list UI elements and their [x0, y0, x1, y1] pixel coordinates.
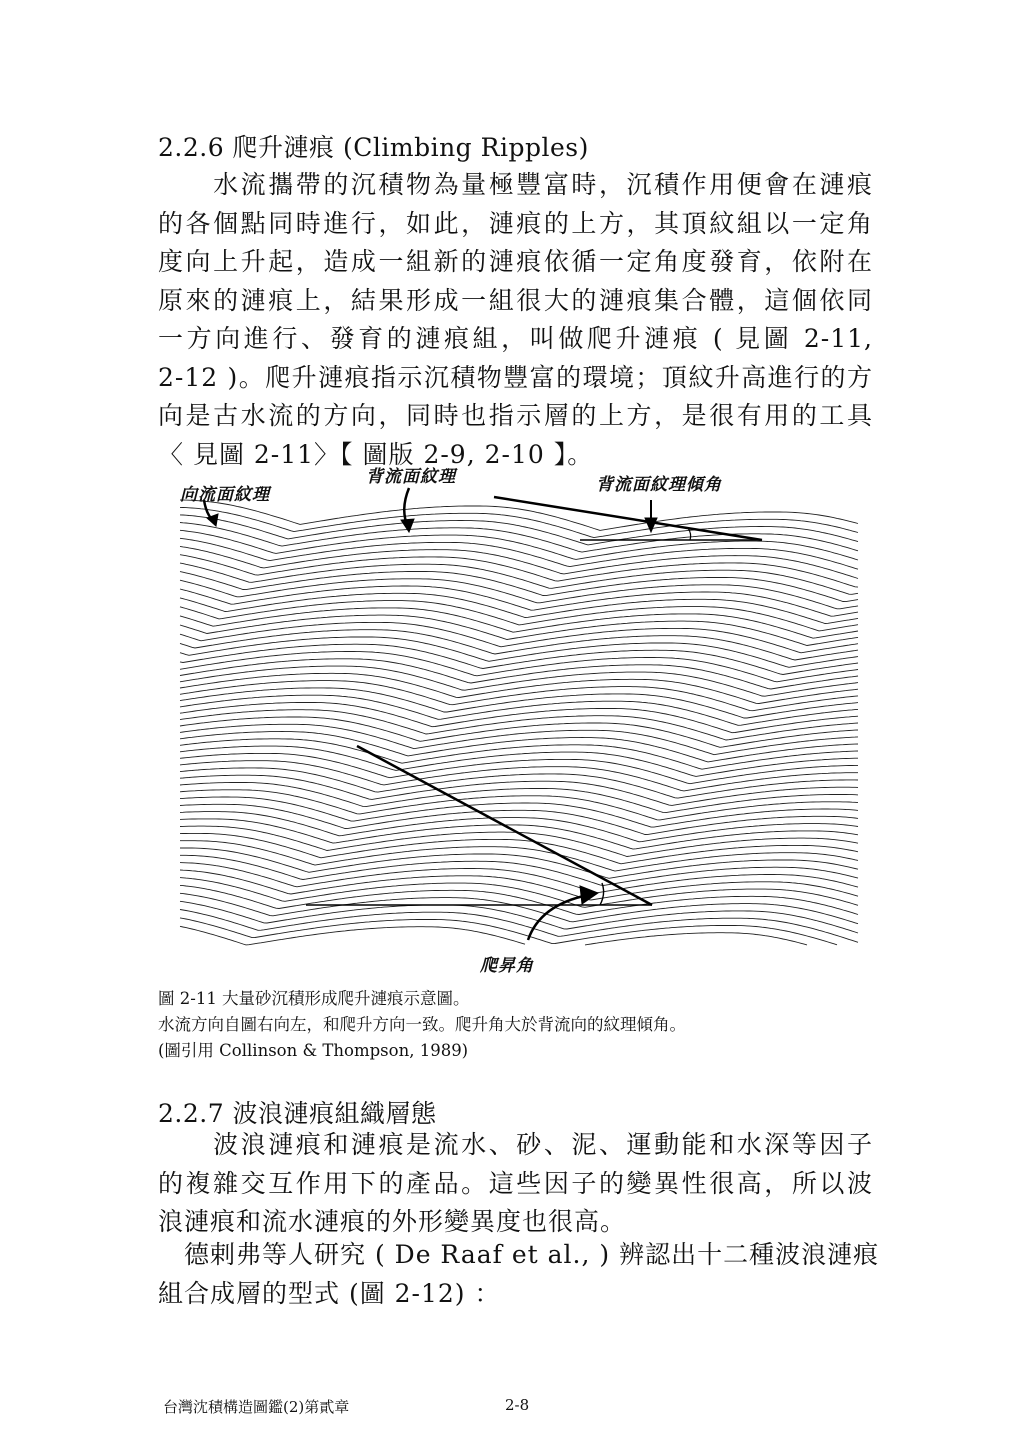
lamina-line	[180, 615, 858, 645]
paragraph-line: 浪漣痕和流水漣痕的外形變異度也很高。	[158, 1207, 627, 1236]
paragraph-line: 波浪漣痕和漣痕是流水、砂、泥、運動能和水深等因子	[158, 1130, 873, 1159]
caption-description: 水流方向自圖右向左，和爬升方向一致。爬升角大於背流向的紋理傾角。	[158, 1015, 686, 1034]
footer-book-title: 台灣沈積構造圖鑑(2)第貳章	[163, 1398, 350, 1416]
paragraph-line: 德剌弗等人研究 ( De Raaf et al., ) 辨認出十二種波浪漣痕	[158, 1240, 880, 1269]
lamina-line	[180, 593, 858, 623]
lamina-line	[180, 918, 837, 945]
section-heading-wave-ripples: 2.2.7 波浪漣痕組織層態	[158, 1099, 437, 1128]
lee-dip-angle-label: 背流面紋理傾角	[596, 475, 722, 495]
lamina-line	[180, 563, 858, 594]
lamina-line	[180, 826, 858, 856]
lamina-line	[180, 732, 858, 762]
ripple-laminae	[180, 500, 858, 945]
paragraph-line: 組合成層的型式 (圖 2-12) ：	[158, 1278, 501, 1308]
paragraph-line: 向是古水流的方向，同時也指示層的上方，是很有用的工具	[158, 401, 873, 430]
paragraph-line: 的複雜交互作用下的產品。這些因子的變異性很高，所以波	[158, 1168, 873, 1198]
lamina-line	[180, 783, 858, 813]
stoss-lamination-label: 向流面紋理	[180, 485, 270, 505]
lamina-line	[180, 717, 858, 747]
paragraph-wave-ripples-2	[158, 1236, 880, 1313]
paragraph-line: 〈 見圖 2-11〉【 圖版 2-9, 2-10 】。	[158, 439, 594, 469]
lamina-line	[180, 790, 858, 820]
caption-source: (圖引用 Collinson & Thompson, 1989)	[158, 1041, 469, 1060]
caption-title: 圖 2-11 大量砂沉積形成爬升漣痕示意圖。	[158, 989, 470, 1008]
figure-caption	[158, 986, 686, 1064]
lamina-line	[180, 855, 858, 885]
lamina-line	[180, 673, 858, 703]
lamina-line	[180, 630, 858, 660]
lamina-line	[180, 753, 858, 783]
lee-lamination-label: 背流面紋理	[366, 467, 456, 487]
paragraph-line: 水流攜帶的沉積物為量極豐富時，沉積作用便會在漣痕	[158, 170, 873, 199]
lamina-line	[180, 812, 858, 842]
paragraph-line: 的各個點同時進行，如此，漣痕的上方，其頂紋組以一定角	[158, 208, 873, 238]
lamina-line	[180, 555, 858, 587]
lamina-line	[180, 885, 858, 914]
lamina-line	[180, 546, 858, 578]
lamina-line	[180, 797, 858, 827]
paragraph-line: 一方向進行、發育的漣痕組，叫做爬升漣痕 ( 見圖 2-11,	[158, 324, 873, 353]
paragraph-climbing-ripples	[158, 166, 873, 474]
paragraph-line: 度向上升起，造成一組新的漣痕依循一定角度發育，依附在	[158, 247, 873, 276]
lee-angle-marker	[494, 497, 762, 540]
lamina-line	[180, 848, 858, 878]
lamina-line	[180, 833, 858, 863]
lamina-line	[180, 926, 807, 945]
section-heading-climbing-ripples: 2.2.6 爬升漣痕 (Climbing Ripples)	[158, 133, 589, 162]
climbing-ripples-diagram	[160, 460, 880, 980]
paragraph-wave-ripples-1	[158, 1126, 873, 1242]
paragraph-line: 原來的漣痕上，結果形成一組很大的漣痕集合體，這個依同	[158, 285, 873, 315]
lamina-line	[180, 608, 858, 638]
lamina-line	[180, 659, 858, 689]
page-number: 2-8	[505, 1396, 530, 1414]
climb-angle-label: 爬昇角	[480, 956, 534, 976]
lamina-line	[180, 666, 858, 696]
paragraph-line: 2-12 )。爬升漣痕指示沉積物豐富的環境；頂紋升高進行的方	[158, 362, 873, 392]
